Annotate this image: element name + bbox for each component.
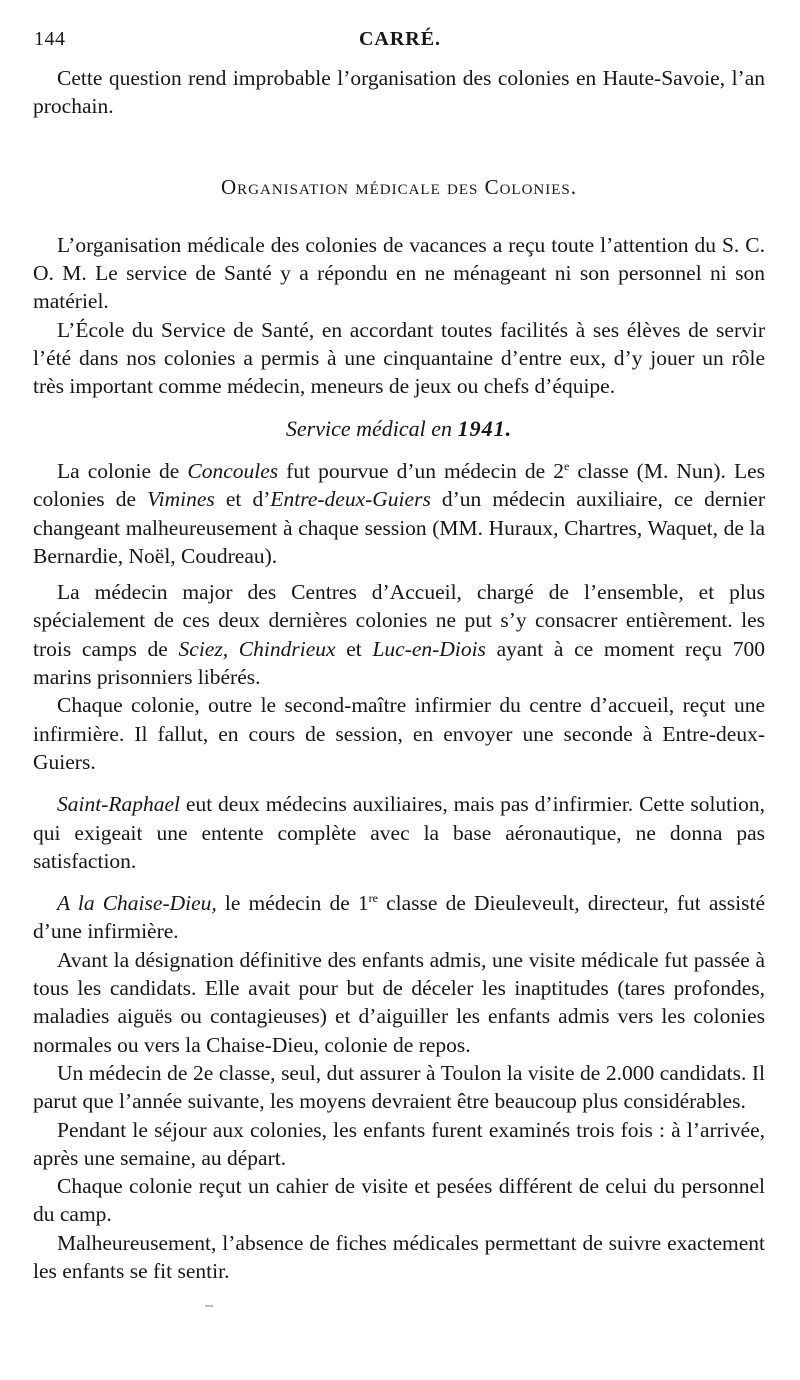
text-run: d’un médecin auxiliaire, ce dernier changeant malheureusement à chaque session (MM. Huraux, Chartres, Waquet, de la Bernardie, Noël, Coudreau). — [33, 487, 765, 568]
paragraph-cahier: Chaque colonie reçut un cahier de visite et pesées différent de celui du personnel du camp. — [33, 1174, 765, 1227]
body-text — [33, 64, 765, 1285]
running-head: CARRÉ. — [358, 28, 442, 50]
place-name: A la Chaise-Dieu, — [57, 891, 217, 916]
paragraph-ecole: L’École du Service de Santé, en accordant toutes facilités à ses élèves de servir l’été dans nos colonies a permis à une cinquantaine d’entre eux, d’y jouer un rôle très important comme médecin, meneurs de jeux ou chefs d’équipe. — [33, 317, 765, 399]
page-number: 144 — [34, 28, 66, 50]
text-run: fut pourvue d’un médecin de 2 — [278, 458, 564, 483]
section-title: Organisation médicale des Colonies. — [221, 174, 577, 199]
place-name: Luc-en-Diois — [372, 636, 486, 661]
subsection-title-text: Service médical en — [285, 415, 453, 441]
text-run: et — [335, 636, 373, 661]
text-run: le médecin de 1 — [216, 891, 369, 916]
place-name: Entre-deux-Guiers — [270, 487, 431, 512]
text-run: ayant à ce moment reçu 700 marins prisonniers libérés. — [33, 636, 765, 690]
paragraph-medecin-major — [33, 578, 765, 691]
paragraph-concoules — [33, 457, 765, 570]
paragraph-sejour: Pendant le séjour aux colonies, les enfants furent examinés trois fois : à l’arrivée, après une semaine, au départ. — [33, 1117, 765, 1170]
text-run: classe de Dieuleveult, directeur, fut assisté d’une infirmière. — [33, 891, 765, 944]
stray-mark — [205, 1305, 213, 1307]
text-run: classe (M. Nun). Les colonies de — [33, 458, 765, 512]
intro-paragraph: Cette question rend improbable l’organisation des colonies en Haute-Savoie, l’an prochain. — [33, 66, 765, 119]
paragraph-visite: Avant la désignation définitive des enfants admis, une visite médicale fut passée à tous les candidats. Elle avait pour but de déceler les inaptitudes (tares profondes, maladies aiguës ou contagieuses) et d’aiguiller les enfants admis vers les colonies normales ou vers la Chaise-Dieu, colonie de repos. — [33, 947, 765, 1057]
subsection-title — [33, 415, 765, 443]
place-name: Chindrieux — [238, 636, 336, 661]
text-run: La médecin major des Centres d’Accueil, chargé de l’ensemble, et plus spécialement de ces deux dernières colonies ne put s’y consacrer entièrement. les trois camps de — [33, 580, 765, 661]
text-run: et d’ — [214, 487, 271, 512]
paragraph-saint-raphael — [33, 790, 765, 875]
place-name: Concoules — [187, 458, 279, 483]
paragraph-fiches: Malheureusement, l’absence de fiches médicales permettant de suivre exactement les enfants se fit sentir. — [33, 1230, 765, 1283]
paragraph-organisation: L’organisation médicale des colonies de vacances a reçu toute l’attention du S. C. O. M. Le service de Santé y a répondu en ne ménageant ni son personnel ni son matériel. — [33, 232, 765, 314]
paragraph-infirmiere: Chaque colonie, outre le second-maître infirmier du centre d’accueil, reçut une infirmière. Il fallut, en cours de session, en envoyer une seconde à Entre-deux-Guiers. — [33, 693, 765, 774]
text-run: eut deux médecins auxiliaires, mais pas d’infirmier. Cette solution, qui exigeait une entente complète avec la base aéronautique, ne donna pas satisfaction. — [33, 792, 765, 873]
place-name: Sciez, — [178, 636, 229, 661]
place-name: Vimines — [147, 487, 215, 512]
text-run — [228, 637, 239, 661]
subsection-year: 1941. — [457, 415, 513, 441]
place-name: Saint-Raphael — [57, 792, 181, 817]
paragraph-chaise-dieu — [33, 889, 765, 946]
superscript: re — [368, 890, 378, 905]
page-header — [34, 28, 766, 58]
superscript: e — [563, 458, 570, 473]
paragraph-toulon: Un médecin de 2e classe, seul, dut assurer à Toulon la visite de 2.000 candidats. Il parut que l’année suivante, les moyens devraient être beaucoup plus considérables. — [33, 1060, 765, 1114]
text-run: La colonie de — [57, 458, 188, 483]
